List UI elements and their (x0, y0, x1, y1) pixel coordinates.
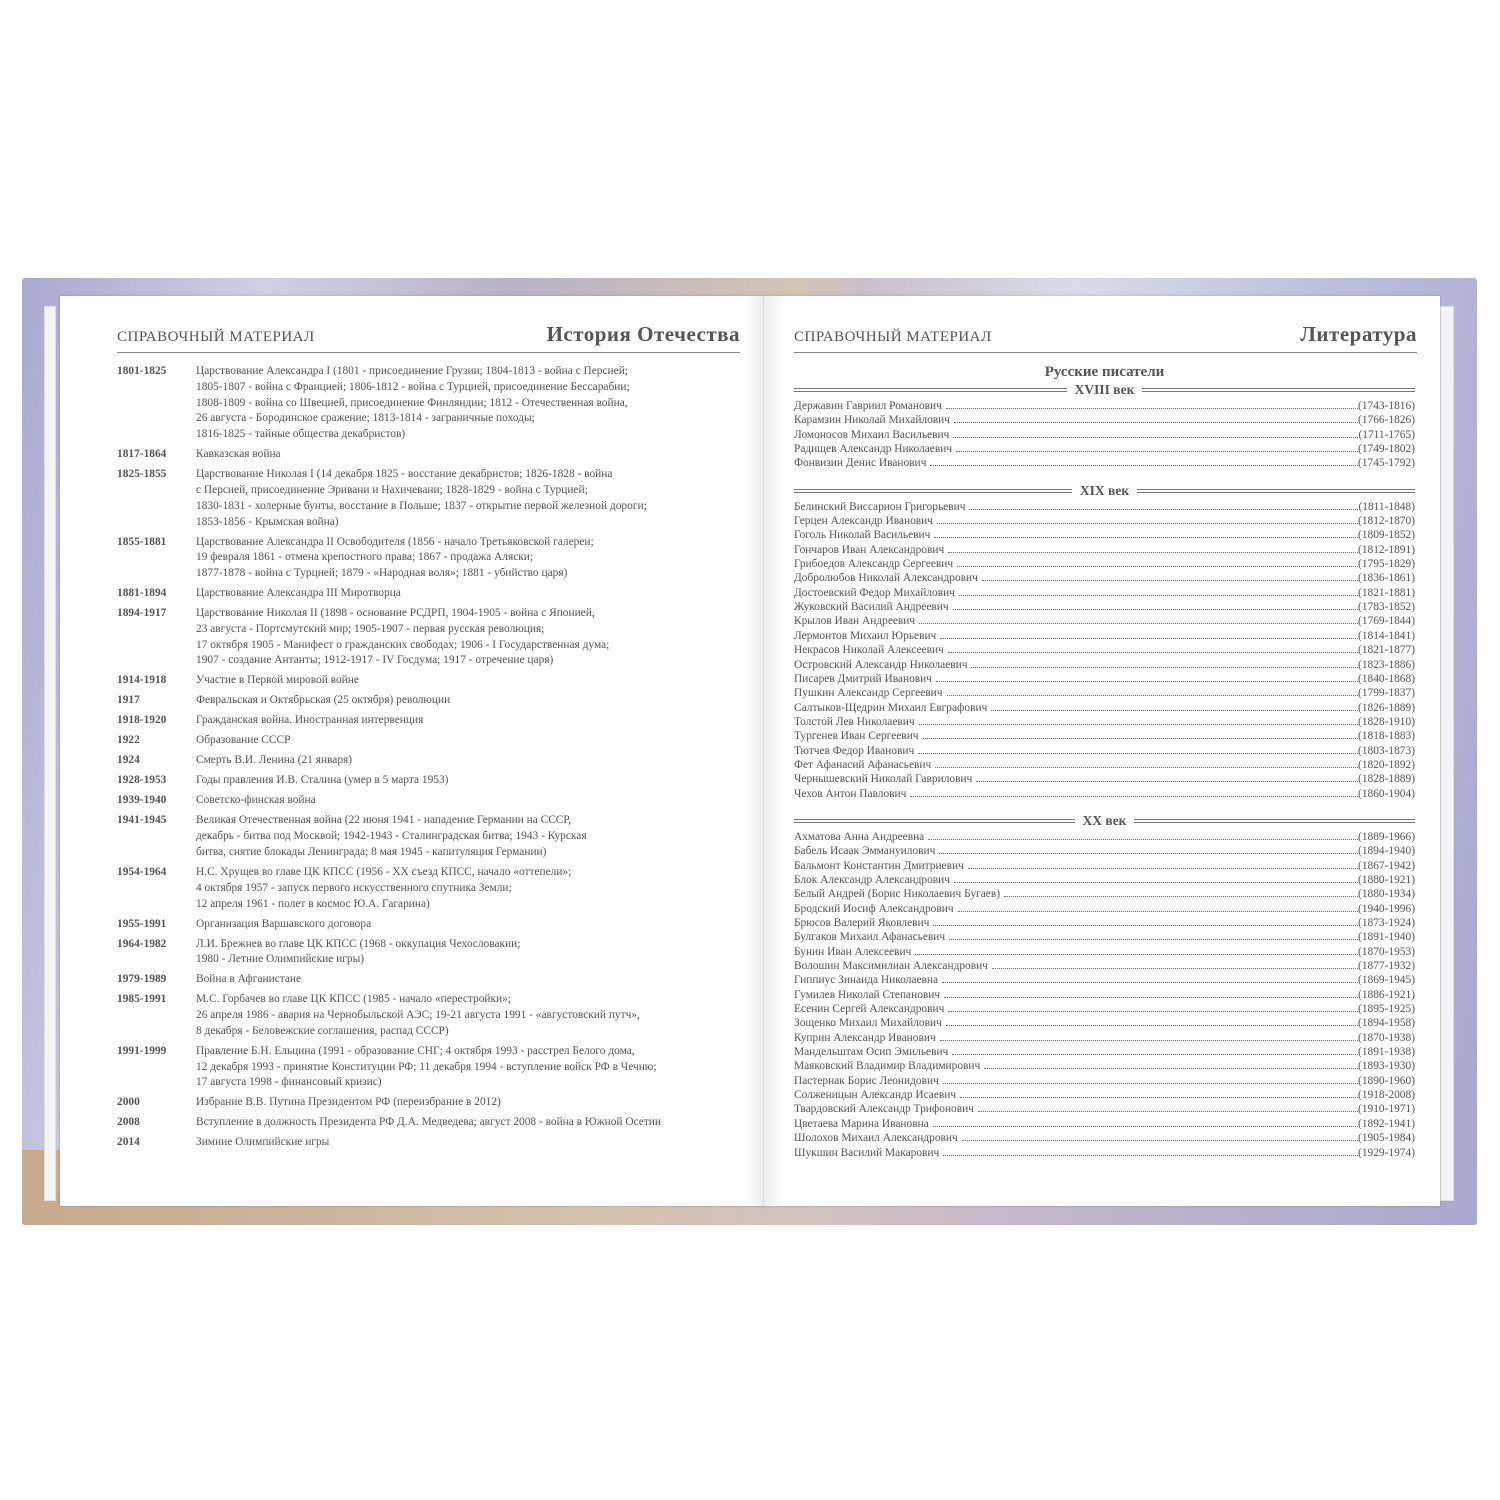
writer-dates: (1809-1852) (1358, 529, 1415, 542)
dot-leader (939, 853, 1358, 854)
dot-leader (954, 422, 1358, 423)
writer-name: Шукшин Василий Макарович (794, 1146, 940, 1159)
writer-entry (794, 456, 1415, 470)
century-heading (794, 484, 1415, 498)
timeline-years: 1922 (117, 734, 140, 747)
timeline-event: Царствование Николая I (14 декабря 1825 - восстание декабристов; 1826-1828 - война с Персией, присоединение Эривани и Нахичевани; 1828-1829 - война с Турцией; 1830-1831 - холерные бунты, восстание в Польше; 1837 - открытие первой железной дороги; 1853-1856 - Крымская война) (196, 468, 647, 528)
writer-dates: (1893-1930) (1358, 1060, 1415, 1073)
writer-name: Гончаров Иван Александрович (794, 543, 945, 556)
writer-dates: (1895-1925) (1358, 1003, 1415, 1016)
right-page-header (794, 320, 1417, 353)
writer-entry (794, 859, 1415, 873)
writer-name: Фонвизин Денис Иванович (794, 457, 927, 470)
writer-entry (794, 614, 1415, 628)
writer-name: Маяковский Владимир Владимирович (794, 1060, 981, 1073)
dot-leader (918, 753, 1358, 754)
timeline-years: 1855-1881 (117, 535, 167, 548)
writer-dates: (1891-1938) (1358, 1046, 1415, 1059)
century-gap (794, 801, 1415, 813)
timeline-row (117, 733, 740, 749)
writer-dates: (1745-1792) (1358, 457, 1415, 470)
writer-entry (794, 643, 1415, 657)
left-page-title: История Отечества (546, 322, 740, 346)
writer-entry (794, 557, 1415, 571)
writer-name: Тютчев Федор Иванович (794, 744, 915, 757)
timeline-event: Царствование Николая II (1898 - основание РСДРП, 1904-1905 - война с Японией, 23 августа - Портсмутский мир; 1905-1907 - первая русская революция; 17 октября 1905 - Манифест о гражданских свободах; 1906 - I Государственная дума; 1907 - создание Антанты; 1912-1917 - IV Госдума; 1917 - отречение царя) (196, 607, 610, 667)
timeline-event: Царствование Александра II Освободителя (1856 - начало Третьяковской галереи; 19 февраля 1861 - отмена крепостного права; 1867 - продажа Аляски; 1877-1878 - война с Турцией; 1879 - «Народная воля»; 1881 - убийство царя) (196, 535, 594, 580)
dot-leader (954, 882, 1358, 883)
writer-entry (794, 686, 1415, 700)
writer-dates: (1880-1921) (1358, 873, 1415, 886)
century-label: XIX век (1079, 482, 1130, 498)
writers-list (794, 362, 1415, 1160)
timeline-row (117, 535, 740, 582)
writer-entry (794, 672, 1415, 686)
writer-name: Тургенев Иван Сергеевич (794, 730, 919, 743)
writer-entry (794, 930, 1415, 944)
writer-entry (794, 787, 1415, 801)
writer-dates: (1743-1816) (1358, 400, 1415, 412)
dot-leader (978, 1111, 1358, 1112)
writer-name: Белинский Виссарион Григорьевич (794, 500, 966, 513)
writer-dates: (1877-1932) (1358, 960, 1415, 973)
century-heading (794, 814, 1415, 828)
writer-dates: (1828-1889) (1358, 773, 1415, 786)
writer-dates: (1870-1938) (1358, 1031, 1415, 1044)
century-rule (1142, 388, 1415, 392)
timeline-years: 1825-1855 (117, 468, 167, 481)
writer-entry (794, 500, 1415, 514)
timeline-event: Избрание В.В. Путина Президентом РФ (переизбрание в 2012) (196, 1096, 501, 1109)
timeline-event: Организация Варшавского договора (196, 917, 372, 930)
timeline-event: Правление Б.Н. Ельцина (1991 - образование СНГ; 4 октября 1993 - расстрел Белого дома, 12 декабря 1993 - принятие Конституции РФ; 11 декабря 1994 - вступление войск РФ в Чечню; 17 августа 1998 - финансовый кризис) (196, 1044, 657, 1089)
dot-leader (969, 509, 1358, 510)
timeline-row (117, 673, 740, 689)
timeline-years: 1979-1989 (117, 973, 167, 986)
writer-dates: (1812-1891) (1358, 543, 1415, 556)
writer-dates: (1890-1960) (1358, 1074, 1415, 1087)
timeline-row (117, 606, 740, 669)
writer-entry (794, 902, 1415, 916)
writer-entry (794, 988, 1415, 1002)
writer-dates: (1803-1873) (1358, 744, 1415, 757)
right-page-title: Литература (1300, 322, 1417, 346)
timeline-event: Гражданская война. Иностранная интервенция (196, 714, 424, 727)
writer-entry (794, 945, 1415, 959)
writer-dates: (1892-1941) (1358, 1117, 1415, 1130)
writer-entry (794, 514, 1415, 528)
timeline-event: Царствование Александра I (1801 - присоединение Грузии; 1804-1813 - война с Персией; 1805-1807 - война с Францией; 1806-1812 - война с Турцией, присоединение Бессарабии; 1808-1809 - война со Швецией, присоединение Финляндии; 1812 - Отечественная война, 26 августа - Бородинское сражение; 1813-1814 - заграничные походы; 1816-1825 - тайные общества декабристов) (196, 365, 630, 441)
timeline-years: 1928-1953 (117, 774, 167, 787)
timeline-years: 1918-1920 (117, 714, 167, 727)
timeline-row (117, 937, 740, 969)
book-gutter (744, 296, 784, 1206)
writer-name: Гоголь Николай Васильевич (794, 529, 931, 542)
dot-leader (991, 710, 1358, 711)
dot-leader (953, 437, 1358, 438)
dot-leader (942, 982, 1358, 983)
dot-leader (934, 537, 1358, 538)
timeline-row (117, 972, 740, 988)
writer-entry (794, 658, 1415, 672)
writer-entry (794, 1131, 1415, 1145)
writer-entry (794, 571, 1415, 585)
writer-dates: (1826-1889) (1358, 701, 1415, 714)
dot-leader (923, 738, 1359, 739)
dot-leader (944, 997, 1358, 998)
writer-name: Герцен Александр Иванович (794, 515, 933, 528)
timeline-event: Февральская и Октябрьская (25 октября) революции (196, 694, 451, 707)
writer-name: Чехов Антон Павлович (794, 787, 907, 800)
writer-name: Булгаков Михаил Афанасьевич (794, 931, 946, 944)
timeline-event: Участие в Первой мировой войне (196, 674, 359, 687)
writer-entry (794, 600, 1415, 614)
writer-dates: (1894-1940) (1358, 845, 1415, 858)
writer-dates: (1766-1826) (1358, 414, 1415, 427)
timeline-event: Советско-финская война (196, 794, 316, 807)
timeline-row (117, 1095, 740, 1111)
dot-leader (910, 796, 1358, 797)
writer-name: Державин Гавриил Романович (794, 400, 942, 412)
timeline-years: 1939-1940 (117, 794, 167, 807)
writer-entry (794, 629, 1415, 643)
writer-entry (794, 1146, 1415, 1160)
writer-entry (794, 830, 1415, 844)
writer-dates: (1795-1829) (1358, 558, 1415, 571)
writer-dates: (1869-1945) (1358, 974, 1415, 987)
writer-entry (794, 1002, 1415, 1016)
writer-dates: (1880-1934) (1358, 888, 1415, 901)
writer-name: Фет Афанасий Афанасьевич (794, 758, 932, 771)
dot-leader (968, 868, 1358, 869)
century-label: XVIII век (1074, 382, 1135, 397)
dot-leader (946, 408, 1358, 409)
timeline-event: Вступление в должность Президента РФ Д.А. Медведева; август 2008 - война в Южной Осетии (196, 1116, 661, 1129)
writer-dates: (1769-1844) (1358, 615, 1415, 628)
writer-dates: (1873-1924) (1358, 917, 1415, 929)
dot-leader (948, 552, 1358, 553)
dot-leader (957, 566, 1358, 567)
timeline-row (117, 586, 740, 602)
timeline-event: М.С. Горбачев во главе ЦК КПСС (1985 - начало «перестройки»; 26 апреля 1986 - авария на Чернобыльской АЭС; 19-21 августа 1991 - «августовский путч», 8 декабря - Беловежские соглашения, распад СССР) (196, 993, 640, 1037)
century-heading (794, 383, 1415, 397)
writer-entry (794, 887, 1415, 901)
timeline-event: Великая Отечественная война (22 июня 1941 - нападение Германии на СССР, декабрь - битва под Москвой; 1942-1943 - Сталинградская битва; 1943 - Курская битва, снятие блокады Ленинграда; 8 мая 1945 - капитуляция Германии) (196, 814, 587, 858)
writer-name: Ахматова Анна Андреевна (794, 830, 925, 843)
writer-name: Бабель Исаак Эммануилович (794, 845, 936, 858)
writer-name: Радищев Александр Николаевич (794, 443, 953, 456)
timeline-row (117, 447, 740, 463)
writer-name: Бунин Иван Алексеевич (794, 945, 912, 958)
dot-leader (930, 465, 1358, 466)
dot-leader (992, 968, 1358, 969)
timeline-years: 2000 (117, 1096, 140, 1109)
dot-leader (947, 695, 1359, 696)
writer-name: Мандельштам Осип Эмильевич (794, 1046, 949, 1059)
writer-name: Белый Андрей (Борис Николаевич Бугаев) (794, 888, 1000, 901)
writer-name: Некрасов Николай Алексеевич (794, 644, 944, 657)
writer-name: Солженицын Александр Исаевич (794, 1089, 957, 1102)
writers-list-title: Русские писатели (1044, 364, 1165, 380)
dot-leader (940, 1040, 1358, 1041)
timeline-years: 1954-1964 (117, 865, 167, 878)
writer-entry (794, 1088, 1415, 1102)
writer-entry (794, 729, 1415, 743)
writer-entry (794, 959, 1415, 973)
dot-leader (919, 623, 1358, 624)
writer-name: Бальмонт Константин Дмитриевич (794, 859, 964, 872)
timeline-years: 1941-1945 (117, 814, 167, 827)
writer-name: Чернышевский Николай Гаврилович (794, 773, 973, 786)
timeline-event: Смерть В.И. Ленина (21 января) (196, 754, 353, 767)
timeline-years: 2008 (117, 1116, 140, 1129)
dot-leader (915, 954, 1358, 955)
writer-name: Твардовский Александр Трифонович (794, 1103, 974, 1116)
dot-leader (949, 939, 1358, 940)
writer-entry (794, 1117, 1415, 1131)
timeline-years: 2014 (117, 1136, 140, 1149)
timeline-years: 1991-1999 (117, 1044, 167, 1057)
writer-entry (794, 1102, 1415, 1116)
timeline-years: 1955-1991 (117, 917, 167, 930)
writer-entry (794, 428, 1415, 442)
timeline-event: Война в Афганистане (196, 973, 302, 986)
writer-entry (794, 442, 1415, 456)
writer-dates: (1818-1883) (1358, 730, 1415, 743)
timeline-row (117, 713, 740, 729)
timeline-row (117, 753, 740, 769)
dot-leader (933, 925, 1358, 926)
writer-dates: (1894-1958) (1358, 1017, 1415, 1030)
writer-entry (794, 528, 1415, 542)
writer-entry (794, 543, 1415, 557)
timeline-row (117, 1044, 740, 1091)
writer-name: Пастернак Борис Леонидович (794, 1074, 939, 1087)
dot-leader (953, 609, 1358, 610)
writer-name: Карамзин Николай Михайлович (794, 414, 951, 427)
writer-dates: (1886-1921) (1358, 988, 1415, 1001)
dot-leader (948, 1011, 1358, 1012)
timeline-row (117, 813, 740, 860)
writer-entry (794, 715, 1415, 729)
timeline-row (117, 773, 740, 789)
history-timeline (117, 364, 740, 1155)
timeline-years: 1924 (117, 754, 140, 767)
timeline-event: Н.С. Хрущев во главе ЦК КПСС (1956 - XX съезд КПСС, начало «оттепели»; 4 октября 1957 - запуск первого искусственного спутника Земли; 12 апреля 1961 - полет в космос Ю.А. Гагарина) (196, 865, 572, 910)
writer-entry (794, 701, 1415, 715)
century-rule (794, 489, 1072, 493)
writer-entry (794, 1016, 1415, 1030)
dot-leader (933, 1126, 1358, 1127)
dot-leader (952, 1054, 1358, 1055)
timeline-years: 1894-1917 (117, 607, 167, 620)
timeline-years: 1985-1991 (117, 993, 167, 1006)
writer-name: Блок Александр Александрович (794, 873, 951, 886)
dot-leader (919, 724, 1358, 725)
writer-dates: (1811-1848) (1358, 500, 1415, 513)
writer-dates: (1867-1942) (1358, 859, 1415, 872)
writer-entry (794, 873, 1415, 887)
century-rule (1137, 489, 1415, 493)
writer-dates: (1821-1877) (1358, 644, 1415, 657)
century-rule (1134, 819, 1415, 823)
writer-dates: (1783-1852) (1358, 601, 1415, 614)
dot-leader (936, 681, 1358, 682)
writer-entry (794, 916, 1415, 930)
writer-entry (794, 586, 1415, 600)
century-rule (794, 819, 1075, 823)
writer-name: Жуковский Василий Андреевич (794, 601, 949, 614)
writer-dates: (1799-1837) (1358, 687, 1415, 700)
writer-dates: (1711-1765) (1358, 428, 1415, 441)
dot-leader (971, 667, 1358, 668)
timeline-row (117, 693, 740, 709)
right-page-edges (1440, 306, 1454, 1201)
writer-name: Островский Александр Николаевич (794, 658, 968, 671)
writer-name: Крылов Иван Андреевич (794, 615, 916, 628)
writer-name: Добролюбов Николай Александрович (794, 572, 978, 585)
writer-name: Грибоедов Александр Сергеевич (794, 558, 954, 571)
writer-dates: (1821-1881) (1358, 586, 1415, 599)
right-section-label: СПРАВОЧНЫЙ МАТЕРИАЛ (794, 329, 992, 345)
writer-name: Есенин Сергей Александрович (794, 1003, 945, 1016)
dot-leader (948, 652, 1358, 653)
writer-dates: (1828-1910) (1358, 715, 1415, 728)
timeline-years: 1964-1982 (117, 937, 167, 950)
dot-leader (962, 1140, 1358, 1141)
writer-name: Лермонтов Михаил Юрьевич (794, 629, 937, 642)
timeline-years: 1914-1918 (117, 674, 167, 687)
writer-dates: (1918-2008) (1358, 1089, 1415, 1102)
writer-entry (794, 1074, 1415, 1088)
dot-leader (943, 1155, 1358, 1156)
writer-name: Толстой Лев Николаевич (794, 715, 915, 728)
dot-leader (956, 451, 1358, 452)
writer-dates: (1940-1996) (1358, 902, 1415, 915)
writer-name: Цветаева Марина Ивановна (794, 1117, 929, 1130)
writer-name: Писарев Дмитрий Иванович (794, 672, 932, 685)
writer-dates: (1889-1966) (1358, 830, 1415, 843)
writer-dates: (1840-1868) (1358, 672, 1415, 685)
writer-dates: (1905-1984) (1358, 1132, 1415, 1145)
timeline-row (117, 917, 740, 933)
timeline-years: 1881-1894 (117, 587, 167, 600)
timeline-row (117, 364, 740, 443)
timeline-event: Царствование Александра III Миротворца (196, 587, 401, 600)
writer-dates: (1823-1886) (1358, 658, 1415, 671)
writer-entry (794, 772, 1415, 786)
timeline-event: Л.И. Брежнев во главе ЦК КПСС (1968 - оккупация Чехословакии; 1980 - Летние Олимпийские игры) (196, 937, 521, 966)
left-section-label: СПРАВОЧНЫЙ МАТЕРИАЛ (117, 329, 315, 345)
writer-name: Гумилев Николай Степанович (794, 988, 941, 1001)
writer-name: Шолохов Михаил Александрович (794, 1132, 958, 1145)
writer-dates: (1749-1802) (1358, 443, 1415, 456)
dot-leader (943, 1083, 1358, 1084)
writer-name: Салтыков-Щедрин Михаил Евграфович (794, 701, 988, 714)
dot-leader (946, 1025, 1358, 1026)
writer-name: Бродский Иосиф Александрович (794, 902, 954, 915)
writer-dates: (1910-1971) (1358, 1103, 1415, 1116)
timeline-event: Годы правления И.В. Сталина (умер в 5 марта 1953) (196, 774, 449, 787)
writer-dates: (1836-1861) (1358, 572, 1415, 585)
writer-name: Гиппиус Зинаида Николаевна (794, 974, 939, 987)
writer-entry (794, 744, 1415, 758)
dot-leader (982, 580, 1358, 581)
writer-name: Куприн Александр Иванович (794, 1031, 936, 1044)
dot-leader (937, 523, 1358, 524)
writer-name: Волошин Максимилиан Александрович (794, 960, 988, 973)
timeline-row (117, 467, 740, 530)
writer-dates: (1814-1841) (1358, 629, 1415, 642)
timeline-event: Образование СССР (196, 734, 291, 747)
century-gap (794, 471, 1415, 483)
timeline-event: Зимние Олимпийские игры (196, 1136, 330, 1149)
left-page-edges (44, 306, 56, 1201)
writer-dates: (1891-1940) (1358, 931, 1415, 944)
writer-entry (794, 1059, 1415, 1073)
writer-dates: (1870-1953) (1358, 945, 1415, 958)
writer-dates: (1812-1870) (1358, 515, 1415, 528)
writer-entry (794, 973, 1415, 987)
writer-entry (794, 413, 1415, 427)
writer-entry (794, 758, 1415, 772)
dot-leader (959, 595, 1358, 596)
century-label: XX век (1082, 812, 1127, 828)
timeline-row (117, 793, 740, 809)
dot-leader (940, 638, 1358, 639)
dot-leader (1004, 896, 1358, 897)
timeline-years: 1917 (117, 694, 140, 707)
writer-entry (794, 1031, 1415, 1045)
timeline-event: Кавказская война (196, 448, 281, 461)
timeline-years: 1801-1825 (117, 365, 167, 377)
dot-leader (935, 767, 1358, 768)
writer-name: Зощенко Михаил Михайлович (794, 1017, 942, 1030)
writer-dates: (1820-1892) (1358, 758, 1415, 771)
writer-name: Брюсов Валерий Яковлевич (794, 917, 930, 929)
writer-name: Достоевский Федор Михайлович (794, 586, 955, 599)
timeline-row (117, 865, 740, 912)
writer-name: Пушкин Александр Сергеевич (794, 687, 943, 700)
timeline-years: 1817-1864 (117, 448, 167, 461)
writer-name: Ломоносов Михаил Васильевич (794, 428, 950, 441)
dot-leader (928, 839, 1358, 840)
dot-leader (958, 911, 1358, 912)
timeline-row (117, 992, 740, 1039)
writer-entry (794, 1045, 1415, 1059)
century-rule (794, 388, 1067, 392)
writer-entry (794, 844, 1415, 858)
writer-entry (794, 399, 1415, 413)
timeline-row (117, 1115, 740, 1131)
dot-leader (976, 781, 1358, 782)
writer-dates: (1860-1904) (1358, 787, 1415, 800)
timeline-row (117, 1135, 740, 1151)
left-page-header (117, 320, 740, 353)
writer-dates: (1929-1974) (1358, 1146, 1415, 1159)
dot-leader (960, 1097, 1358, 1098)
dot-leader (984, 1068, 1358, 1069)
